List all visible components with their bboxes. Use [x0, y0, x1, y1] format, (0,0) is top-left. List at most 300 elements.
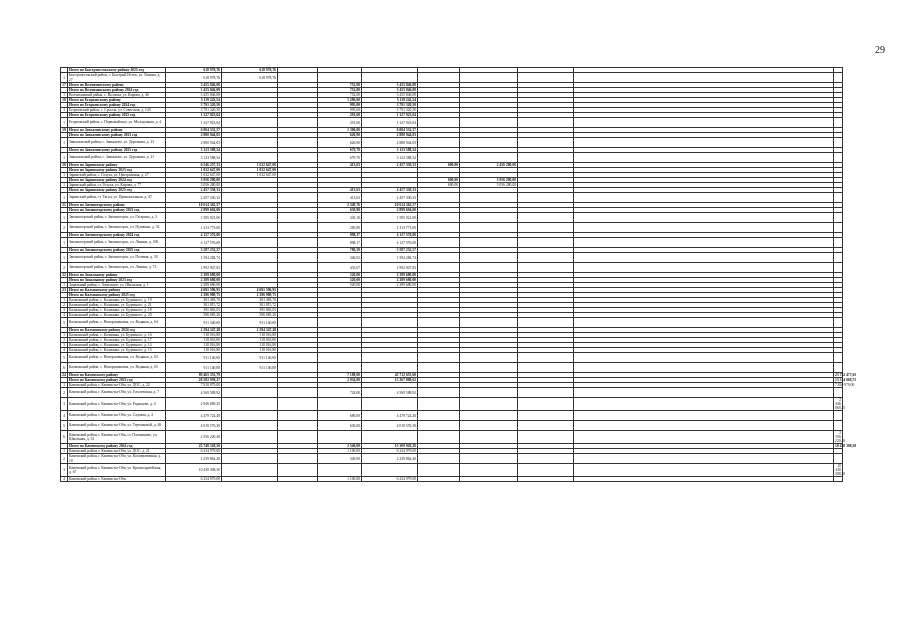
cell-c7 — [460, 213, 518, 223]
cell-c9 — [574, 464, 834, 477]
cell-c1: 2 389 680,00 — [166, 278, 222, 283]
cell-name: Итого по Каменскому району — [68, 373, 166, 378]
cell-c5: 3 123 588,54 — [362, 148, 418, 153]
cell-c8 — [518, 464, 574, 477]
cell-n: 2 — [61, 303, 68, 308]
cell-n: 19 — [62, 128, 66, 132]
cell-c2 — [222, 421, 278, 431]
cell-c5: 2 880 944,03 — [362, 138, 418, 148]
cell-n: 1 — [61, 333, 68, 338]
cell-c8 — [518, 388, 574, 398]
cell-c2 — [222, 223, 278, 233]
address-row — [61, 153, 843, 163]
cell-c5: 1 585 921,00 — [362, 213, 418, 223]
cell-c7 — [460, 388, 518, 398]
cell-c4: 520,00 — [318, 283, 362, 288]
cell-c7 — [460, 263, 518, 273]
cell-c8 — [518, 73, 574, 83]
cell-c10: 13 314 068,75 — [835, 378, 857, 382]
cell-c7 — [460, 73, 518, 83]
cell-c1: 2 389 680,00 — [166, 273, 222, 278]
cell-c1: 4 127 576,00 — [166, 233, 222, 238]
cell-c2 — [222, 398, 278, 411]
cell-c1: 7 810 979,00 — [166, 383, 222, 388]
cell-c5 — [362, 363, 418, 373]
cell-c6 — [418, 353, 460, 363]
address-row — [61, 138, 843, 148]
cell-c1: 301 815,72 — [166, 303, 222, 308]
cell-c1: 395 865,03 — [166, 308, 222, 313]
cell-c2: 118 016,80 — [222, 348, 278, 353]
cell-name: Итого по Егорьевскому району — [68, 98, 166, 103]
cell-c4: 413,63 — [318, 193, 362, 203]
cell-c8 — [518, 363, 574, 373]
cell-c1: 118 016,80 — [166, 333, 222, 338]
cell-c10 — [834, 223, 843, 233]
cell-n: 6 — [61, 431, 68, 444]
cell-c10 — [834, 421, 843, 431]
cell-n: 6 — [61, 363, 68, 373]
cell-c4 — [318, 398, 362, 411]
cell-n: 1 — [61, 183, 68, 188]
cell-c2: 118 016,80 — [222, 338, 278, 343]
cell-c5: 6 004 532,57 — [362, 128, 418, 133]
cell-name: Змеиногорский район, г. Змеиногорск, ул. Пушкина, д. 33 — [68, 223, 166, 233]
cell-n: 2 — [61, 263, 68, 273]
cell-name: Змеиногорский район, г. Змеиногорск, ул. Ленина, д. 106 — [68, 238, 166, 248]
cell-c1: 3 791 320,50 — [166, 103, 222, 108]
cell-c7: 2 456 280,00 — [460, 163, 518, 168]
cell-c9 — [574, 388, 834, 398]
cell-n: 2 — [61, 388, 68, 398]
cell-c5 — [362, 431, 418, 444]
cell-c1: 6 004 532,57 — [166, 128, 222, 133]
cell-c6 — [418, 464, 460, 477]
cell-c2: 396 085,26 — [222, 313, 278, 318]
cell-c5: 4 569 588,92 — [362, 388, 418, 398]
address-row — [61, 353, 843, 363]
cell-c9 — [574, 73, 834, 83]
cell-c1: 5 119 243,54 — [166, 98, 222, 103]
cell-c10 — [834, 477, 843, 482]
cell-name: Каменский район, г. Камень-на-Оби, ул. ДОС, д. 21 — [68, 449, 166, 454]
cell-n: 1 — [61, 238, 68, 248]
cell-c1: 1 585 921,00 — [166, 213, 222, 223]
cell-c9 — [574, 118, 834, 128]
cell-c4: 2 349,76 — [318, 203, 362, 208]
cell-name: Змеиногорский район, г. Змеиногорск, ул. Гагарина, д. 2 — [68, 213, 166, 223]
cell-c2 — [222, 388, 278, 398]
cell-c2 — [222, 464, 278, 477]
cell-c1: 3 455 846,08 — [166, 88, 222, 93]
cell-c5: 15 309 920,20 — [362, 444, 418, 449]
cell-c3 — [278, 263, 318, 273]
cell-c7 — [460, 138, 518, 148]
cell-c1: 26 582 958,27 — [166, 378, 222, 383]
cell-c3 — [278, 238, 318, 248]
cell-c3 — [278, 398, 318, 411]
cell-c9 — [574, 318, 834, 328]
cell-c5 — [362, 318, 418, 328]
cell-name: Итого по Змеиногорскому району 2025 год — [68, 248, 166, 253]
cell-c2: 4 691 596,95 — [222, 288, 278, 293]
cell-c8 — [518, 153, 574, 163]
cell-name: Калманский район, с. Калманка, ул. Буденного, д. 19 — [68, 298, 166, 303]
cell-c6 — [418, 263, 460, 273]
cell-name: Итого по Быстроистокскому району 2025 год — [68, 68, 166, 73]
cell-c7 — [460, 118, 518, 128]
address-row — [61, 398, 843, 411]
cell-n: 1 — [61, 73, 68, 83]
cell-name: Итого по Зональному району — [68, 273, 166, 278]
cell-c2: 1 032 647,00 — [222, 173, 278, 178]
cell-c6 — [418, 153, 460, 163]
cell-name: Калманский район, с. Калманка, ул. Буденного, д. 20 — [68, 313, 166, 318]
cell-name: Каменский район, г. Камень-на-Оби, ул. Кооперативная, д. 10 — [68, 454, 166, 464]
cell-c8 — [518, 353, 574, 363]
cell-name: Итого по Волчихинскому району — [68, 83, 166, 88]
cell-c4 — [318, 464, 362, 477]
cell-c8 — [518, 193, 574, 203]
cell-c4: 520,00 — [318, 273, 362, 278]
cell-c7 — [460, 477, 518, 482]
cell-n: 23 — [62, 288, 66, 292]
cell-c6 — [418, 238, 460, 248]
cell-c5: 3 791 320,50 — [362, 108, 418, 113]
cell-c6 — [418, 398, 460, 411]
address-row — [61, 421, 843, 431]
cell-c3 — [278, 454, 318, 464]
cell-c8 — [518, 477, 574, 482]
cell-name: Заринский район, с. Голуха, ул. Центральная, д. 27 — [68, 173, 166, 178]
cell-c4: 7 188,00 — [318, 373, 362, 378]
cell-c2 — [222, 193, 278, 203]
cell-c5: 4 479 724,40 — [362, 411, 418, 421]
address-row — [61, 454, 843, 464]
cell-c2 — [222, 138, 278, 148]
cell-c9 — [574, 253, 834, 263]
cell-c5 — [362, 464, 418, 477]
cell-c1: 618 978,76 — [166, 73, 222, 83]
cell-c3 — [278, 73, 318, 83]
cell-c8 — [518, 411, 574, 421]
cell-c9 — [574, 223, 834, 233]
cell-name: Калманский район, с. Калманка, ул. Буденного, д. 14 — [68, 343, 166, 348]
cell-c2 — [222, 213, 278, 223]
cell-c5: 3 455 846,08 — [362, 88, 418, 93]
cell-c6 — [418, 213, 460, 223]
cell-c2: 301 815,72 — [222, 303, 278, 308]
address-row — [61, 363, 843, 373]
cell-c3 — [278, 138, 318, 148]
cell-c3 — [278, 388, 318, 398]
cell-c5 — [362, 73, 418, 83]
cell-name: Итого по Заринскому району — [68, 163, 166, 168]
cell-c5: 4 127 576,00 — [362, 233, 418, 238]
cell-c6 — [418, 431, 460, 444]
cell-c3 — [278, 153, 318, 163]
register-sheet — [60, 67, 857, 614]
cell-c9 — [574, 363, 834, 373]
cell-c4: 626,90 — [318, 138, 362, 148]
cell-n: 3 — [61, 308, 68, 313]
cell-c6 — [418, 411, 460, 421]
cell-c1: 4 479 724,40 — [166, 411, 222, 421]
cell-n: 20 — [62, 163, 66, 167]
cell-name: Егорьевский район, с. Сросты, ул. Советская, д. 143 — [68, 108, 166, 113]
cell-c1: 3 587 232,57 — [166, 248, 222, 253]
cell-c4 — [318, 318, 362, 328]
cell-c4: 995,00 — [318, 103, 362, 108]
address-row — [61, 431, 843, 444]
cell-c8 — [518, 421, 574, 431]
cell-name: Калманский район, с. Калманка, ул. Буденного, д. 18 — [68, 308, 166, 313]
cell-c7 — [460, 223, 518, 233]
cell-c2 — [222, 454, 278, 464]
cell-c1: 2 294 347,20 — [166, 328, 222, 333]
cell-c6 — [418, 363, 460, 373]
cell-c2: 1 632 647,00 — [222, 163, 278, 168]
cell-name: Итого по Волчихинскому району 2024 год — [68, 88, 166, 93]
cell-c1: 1 032 647,00 — [166, 168, 222, 173]
cell-c4: 413,63 — [318, 188, 362, 193]
cell-c3 — [278, 253, 318, 263]
cell-name: Каменский район, г. Камень-на-Оби, ул. Красноармейская, д. 67 — [68, 464, 166, 477]
cell-n: 3 — [61, 398, 68, 411]
cell-c10 — [834, 238, 843, 248]
cell-name: Волчихинский район, с. Волчиха, ул. Кирова, д. 46 — [68, 93, 166, 98]
cell-c7 — [460, 398, 518, 411]
cell-c2: 2 294 347,20 — [222, 328, 278, 333]
cell-c5: 6 234 979,00 — [362, 477, 418, 482]
cell-c3 — [278, 363, 318, 373]
address-row — [61, 238, 843, 248]
cell-name: Итого по Калманскому району — [68, 288, 166, 293]
cell-c2 — [222, 477, 278, 482]
cell-c6 — [418, 118, 460, 128]
cell-c2: 395 865,03 — [222, 308, 278, 313]
cell-c1: 4 018 576,30 — [166, 421, 222, 431]
cell-c1: 4 569 588,92 — [166, 388, 222, 398]
cell-c1: 1 313 773,00 — [166, 223, 222, 233]
cell-c7 — [460, 464, 518, 477]
cell-c8 — [518, 253, 574, 263]
cell-c5: 3 587 232,57 — [362, 248, 418, 253]
cell-c7 — [460, 238, 518, 248]
cell-c8 — [518, 223, 574, 233]
cell-name: Итого по Змеиногорскому району 2023 год — [68, 208, 166, 213]
cell-c5: 13 267 889,62 — [362, 378, 418, 383]
cell-c9 — [574, 454, 834, 464]
cell-c4: 898,17 — [318, 238, 362, 248]
cell-name: Итого по Завьяловскому району — [68, 128, 166, 133]
cell-n: 2 — [61, 223, 68, 233]
cell-n: 1 — [61, 173, 68, 178]
cell-c1: 2 457 330,33 — [166, 193, 222, 203]
cell-c8 — [518, 263, 574, 273]
cell-c9 — [574, 138, 834, 148]
cell-c7 — [460, 363, 518, 373]
cell-c4 — [318, 363, 362, 373]
cell-c6: 600,00 — [418, 163, 460, 168]
cell-c5: 1 327 923,04 — [362, 113, 418, 118]
address-row — [61, 477, 843, 482]
cell-n: 1 — [61, 193, 68, 203]
cell-name: Каменский район, г. Камень-на-Оби, ул. Гоголевская, д. 7 — [68, 388, 166, 398]
cell-c5: 2 389 680,00 — [362, 278, 418, 283]
cell-c5: 4 127 576,00 — [362, 238, 418, 248]
cell-c1: 89 465 353,79 — [166, 373, 222, 378]
cell-c4: 291,60 — [318, 113, 362, 118]
cell-c1: 25 748 328,50 — [166, 444, 222, 449]
cell-n: 4 — [61, 313, 68, 318]
capital-repair-register-table — [60, 67, 857, 482]
cell-c1: 3 123 588,54 — [166, 153, 222, 163]
cell-c2 — [222, 238, 278, 248]
cell-c9 — [574, 353, 834, 363]
cell-c1: 2 457 330,33 — [166, 188, 222, 193]
cell-c7 — [460, 318, 518, 328]
cell-c10 — [834, 253, 843, 263]
cell-c6 — [418, 477, 460, 482]
cell-name: Зональный район, с. Зональное, ул. Школьная, д. 1 — [68, 283, 166, 288]
cell-c4: 680,00 — [318, 411, 362, 421]
cell-name: Итого по Змеиногорскому району 2024 год — [68, 233, 166, 238]
cell-c4: 285,80 — [318, 223, 362, 233]
cell-c5: 3 455 846,08 — [362, 93, 418, 98]
cell-c4: 630,00 — [318, 421, 362, 431]
cell-c5: 1 327 923,04 — [362, 118, 418, 128]
cell-c5: 3 123 588,54 — [362, 153, 418, 163]
cell-c7 — [460, 153, 518, 163]
cell-name: Завьяловский район, с. Завьялово, ул. Дорожная, д. 21 — [68, 153, 166, 163]
cell-c2: 618 978,76 — [222, 68, 278, 73]
cell-c10: 2 946 869,25 — [835, 398, 846, 410]
cell-c4: 752,00 — [318, 93, 362, 98]
cell-c2: 118 016,80 — [222, 333, 278, 338]
cell-name: Калманский район, с. Калманка, ул. Буденного, д. 17 — [68, 338, 166, 343]
cell-c4: 679,70 — [318, 148, 362, 153]
cell-name: Итого по Калманскому району 2024 год — [68, 328, 166, 333]
cell-c4 — [318, 431, 362, 444]
cell-name: Итого по Каменскому району 2023 год — [68, 378, 166, 383]
cell-c3 — [278, 193, 318, 203]
cell-c10 — [834, 363, 843, 373]
cell-n: 1 — [61, 108, 68, 113]
cell-c1: 118 016,80 — [166, 338, 222, 343]
address-row — [61, 223, 843, 233]
cell-c3 — [278, 421, 318, 431]
cell-c5: 3 791 320,50 — [362, 103, 418, 108]
cell-c5: 6 234 979,00 — [362, 449, 418, 454]
cell-c3 — [278, 353, 318, 363]
cell-c7 — [460, 193, 518, 203]
cell-c5 — [362, 353, 418, 363]
cell-c8 — [518, 238, 574, 248]
cell-c1: 381 483,70 — [166, 298, 222, 303]
cell-name: Заринский район, ст. Тягун, ул. Привокзальная, д. 47 — [68, 193, 166, 203]
cell-c6 — [418, 253, 460, 263]
address-row — [61, 411, 843, 421]
cell-c8 — [518, 213, 574, 223]
cell-c9 — [574, 213, 834, 223]
cell-c4: 291,60 — [318, 118, 362, 128]
cell-c5: 5 119 243,54 — [362, 98, 418, 103]
cell-n: 3 — [61, 343, 68, 348]
cell-c6 — [418, 223, 460, 233]
cell-name: Егорьевский район, с. Первомайское, ул. Молодежная, д. 4 — [68, 118, 166, 128]
cell-name: Итого по Завьяловскому району 2023 год — [68, 133, 166, 138]
cell-c4: 752,00 — [318, 83, 362, 88]
cell-c4: 346,92 — [318, 253, 362, 263]
cell-c6 — [418, 421, 460, 431]
cell-c5: 2 389 680,00 — [362, 283, 418, 288]
cell-c7 — [460, 431, 518, 444]
cell-c6 — [418, 73, 460, 83]
address-row — [61, 118, 843, 128]
cell-name: Итого по Заринскому району 2023 год — [68, 168, 166, 173]
cell-c1: 1 992 947,83 — [166, 263, 222, 273]
cell-c1: 118 016,80 — [166, 343, 222, 348]
cell-c5: 2 457 330,33 — [362, 193, 418, 203]
cell-c10 — [834, 263, 843, 273]
cell-c5: 10 614 362,57 — [362, 203, 418, 208]
cell-name: Калманский район, с. Калманка, ул. Буденного, д. 21 — [68, 303, 166, 308]
cell-c10: 10 438 308,30 — [835, 444, 857, 448]
cell-c10: 7 810 979,00 — [835, 383, 855, 387]
cell-c6 — [418, 454, 460, 464]
cell-c1: 2 396 989,75 — [166, 293, 222, 298]
cell-c4: 345,10 — [318, 213, 362, 223]
cell-c4: 413,63 — [318, 163, 362, 168]
cell-c9 — [574, 477, 834, 482]
cell-n: 18 — [62, 98, 66, 102]
cell-n: 1 — [61, 138, 68, 148]
cell-c2 — [222, 253, 278, 263]
cell-c3 — [278, 213, 318, 223]
cell-c7 — [460, 454, 518, 464]
cell-c10 — [834, 411, 843, 421]
cell-c1: 2 880 944,03 — [166, 138, 222, 148]
cell-c8 — [518, 138, 574, 148]
cell-c3 — [278, 431, 318, 444]
cell-n: 5 — [61, 353, 68, 363]
cell-c1: 2 556 220,40 — [166, 431, 222, 444]
cell-c1: 1 032 647,00 — [166, 173, 222, 178]
cell-c5: 2 899 694,00 — [362, 208, 418, 213]
cell-c7 — [460, 253, 518, 263]
address-row — [61, 253, 843, 263]
cell-n: 3 — [61, 464, 68, 477]
cell-c5: 2 880 944,03 — [362, 133, 418, 138]
cell-c10: 23 752 477,65 — [835, 373, 857, 377]
cell-c5: 2 389 680,00 — [362, 273, 418, 278]
cell-c4 — [318, 353, 362, 363]
cell-n: 4 — [61, 411, 68, 421]
cell-c5: 2 457 330,33 — [362, 163, 418, 168]
cell-n: 1 — [61, 93, 68, 98]
cell-c3 — [278, 223, 318, 233]
cell-c10 — [834, 318, 843, 328]
cell-n: 1 — [61, 383, 68, 388]
cell-name: Каменский район, г. Камень-на-Оби, ул. Радищева, д. 4 — [68, 398, 166, 411]
cell-c1: 6 234 979,00 — [166, 449, 222, 454]
cell-c4: 626,90 — [318, 133, 362, 138]
cell-name: Итого по Егорьевскому району 2025 год — [68, 113, 166, 118]
cell-n: 1 — [61, 283, 68, 288]
cell-c1: 3 455 846,08 — [166, 93, 222, 98]
cell-c1: 4 127 576,00 — [166, 238, 222, 248]
